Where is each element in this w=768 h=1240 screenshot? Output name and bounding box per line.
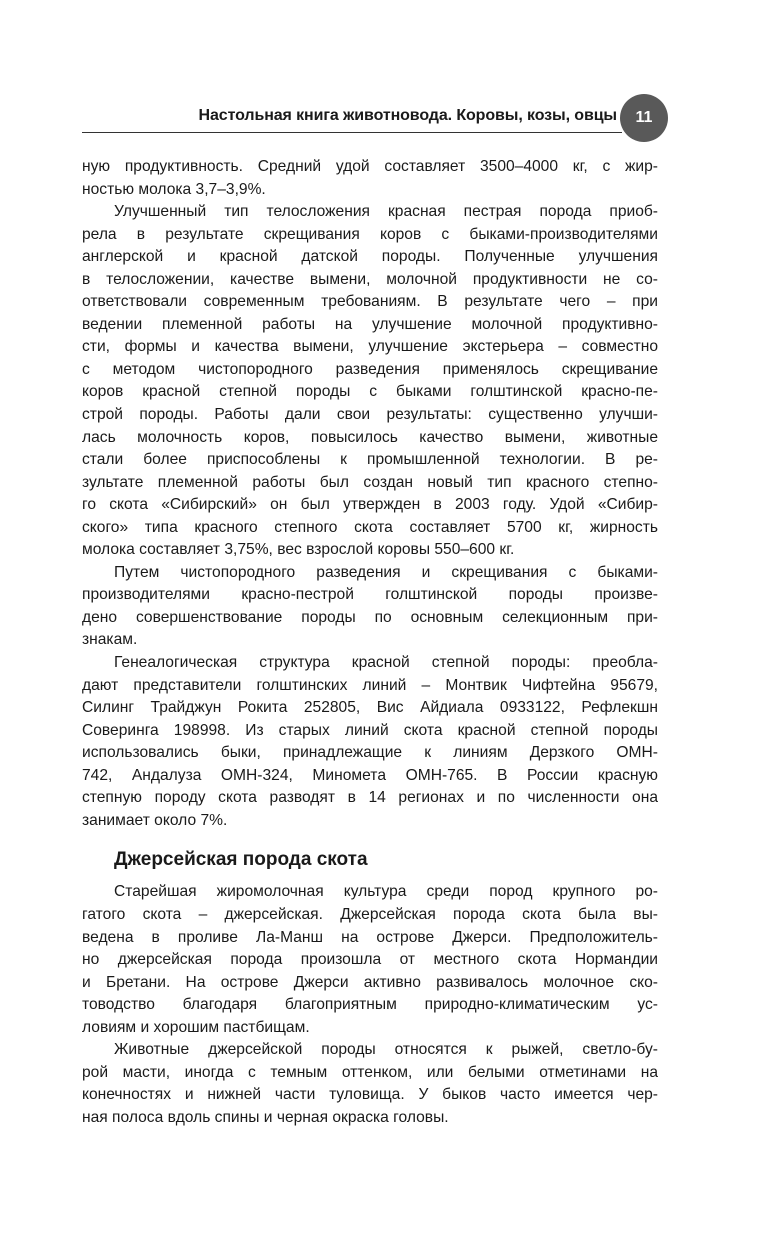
- text-line: Генеалогическая структура красной степной породы: преобла-: [114, 654, 658, 672]
- running-head: Настольная книга животновода. Коровы, козы, овцы: [198, 107, 617, 124]
- text-line: Путем чистопородного разведения и скрещивания с быками-: [114, 563, 658, 581]
- header-rule: [82, 132, 622, 133]
- text-line: стали более приспособлены к промышленной технологии. В ре-: [82, 451, 658, 469]
- text-line: Силинг Трайджун Рокита 252805, Вис Айдиала 0933122, Рефлекшн: [82, 699, 658, 717]
- page-number-badge: 11: [620, 94, 668, 142]
- text-line: лась молочность коров, повысилось качество вымени, животные: [82, 428, 658, 446]
- text-line: Соверинга 198998. Из старых линий скота красной степной породы: [82, 721, 658, 739]
- text-line: и Бретани. На острове Джерси активно развивалось молочное ско-: [82, 973, 658, 991]
- text-line: 742, Андалуза ОМН-324, Минометa ОМН-765. В России красную: [82, 766, 658, 784]
- text-line: го скота «Сибирский» он был утвержден в 2003 году. Удой «Сибир-: [82, 496, 658, 514]
- page-body: [82, 156, 658, 1129]
- text-line: Улучшенный тип телосложения красная пестрая порода приоб-: [114, 203, 658, 221]
- text-line: ведении племенной работы на улучшение молочной продуктивно-: [82, 315, 658, 333]
- text-line: производителями красно-пестрой голштинской породы произве-: [82, 586, 658, 604]
- text-line: ную продуктивность. Средний удой составляет 3500–4000 кг, с жир-: [82, 158, 658, 175]
- text-line: молока составляет 3,75%, вес взрослой коровы 550–600 кг.: [82, 541, 515, 559]
- text-line: ностью молока 3,7–3,9%.: [82, 180, 266, 198]
- text-line: занимает около 7%.: [82, 811, 228, 829]
- text-line: в телосложении, качестве вымени, молочной продуктивности не со-: [82, 270, 658, 288]
- text-line: знакам.: [82, 631, 138, 649]
- text-line: но джерсейская порода произошла от местного скота Нормандии: [82, 951, 658, 969]
- text-line: конечностях и нижней части туловища. У быков часто имеется чер-: [82, 1086, 658, 1104]
- text-line: ная полоса вдоль спины и черная окраска головы.: [82, 1108, 449, 1126]
- text-line: ского» типа красного степного скота составляет 5700 кг, жирность: [82, 518, 658, 536]
- text-line: степную породу скота разводят в 14 регионах и по численности она: [82, 789, 658, 807]
- text-line: дают представители голштинских линий – Монтвик Чифтейна 95679,: [82, 676, 658, 694]
- text-line: товодство благодаря благоприятным природно-климатическим ус-: [82, 996, 658, 1014]
- text-line: дено совершенствование породы по основным селекционным при-: [82, 608, 658, 626]
- text-line: строй породы. Работы дали свои результаты: существенно улучши-: [82, 406, 658, 424]
- text-line: использовались быки, принадлежащие к линиям Дерзкого ОМН-: [82, 744, 658, 762]
- text-line: англерской и красной датской породы. Полученные улучшения: [82, 248, 658, 266]
- text-line: ведена в проливе Ла-Манш на острове Джерси. Предположитель-: [82, 928, 658, 946]
- text-line: ответствовали современным требованиям. В результате чего – при: [82, 293, 658, 311]
- text-line: Старейшая жиромолочная культура среди пород крупного ро-: [114, 883, 658, 901]
- text-line: Животные джерсейской породы относятся к рыжей, светло-бу-: [114, 1041, 658, 1059]
- text-line: зультате племенной работы был создан новый тип красного степно-: [82, 473, 658, 491]
- text-line: коров красной степной породы с быками голштинской красно-пе-: [82, 383, 658, 401]
- section-heading: Джерсейская порода скота: [114, 849, 368, 871]
- text-line: рой масти, иногда с темным оттенком, или белыми отметинами на: [82, 1063, 658, 1081]
- text-line: гатого скота – джерсейская. Джерсейская порода скота была вы-: [82, 905, 658, 923]
- text-line: с методом чистопородного разведения применялось скрещивание: [82, 360, 658, 378]
- text-line: ловиям и хорошим пастбищам.: [82, 1018, 310, 1036]
- text-line: рела в результате скрещивания коров с быками-производителями: [82, 225, 658, 243]
- text-line: сти, формы и качества вымени, улучшение экстерьера – совместно: [82, 338, 658, 356]
